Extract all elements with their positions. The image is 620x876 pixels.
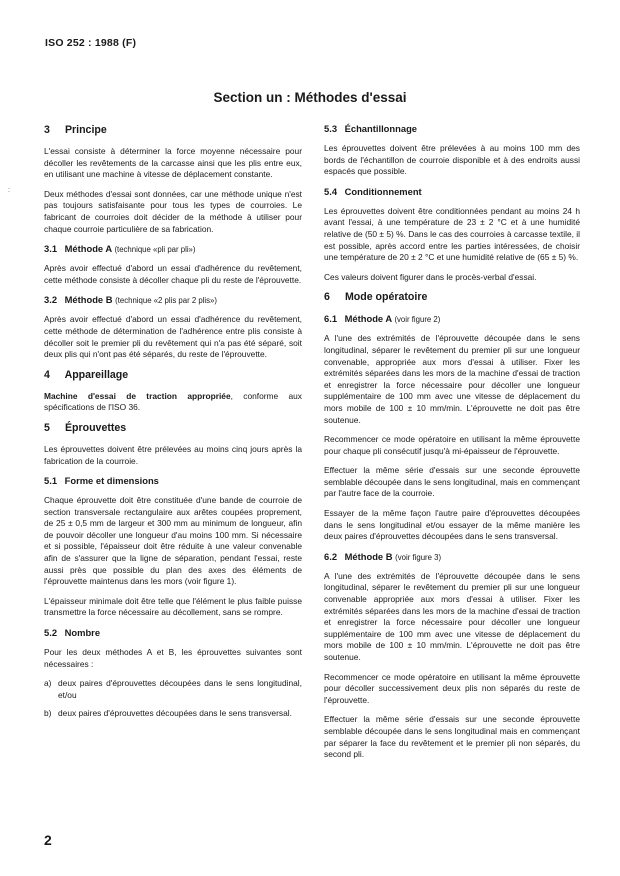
paragraph: Après avoir effectué d'abord un essai d'adhérence du revêtement, cette méthode de détermination de l'adhérence entre plis consiste à décoller soit le premier pli du revêtement qui n'a pas été séparé, soit deux plis qui n'ont pas été séparés, du reste de l'éprouvette. — [44, 314, 302, 360]
paragraph: Les éprouvettes doivent être prélevées au moins cinq jours après la fabrication de la courroie. — [44, 443, 302, 466]
paragraph: Les éprouvettes doivent être prélevées à au moins 100 mm des bords de l'échantillon de courroie disponible et à des endroits aussi espacés que possible. — [324, 143, 580, 177]
section-title: Section un : Méthodes d'essai — [213, 90, 407, 105]
heading-6-1: 6.1 Méthode A (voir figure 2) — [324, 313, 441, 325]
heading-5-4: 5.4 Conditionnement — [324, 185, 422, 197]
heading-6: 6 Mode opératoire — [324, 291, 428, 304]
page-number: 2 — [44, 832, 52, 848]
heading-5-3: 5.3 Échantillonnage — [324, 123, 418, 134]
heading-5-1: 5.1 Forme et dimensions — [44, 475, 159, 487]
paragraph: Effectuer la même série d'essais sur une seconde éprouvette semblable découpée dans le sens longitudinal, mais en commençant par l'autre face de la courroie. — [324, 465, 580, 499]
paragraph: Pour les deux méthodes A et B, les éprouvettes suivantes sont nécessaires : — [44, 647, 302, 669]
heading-3: 3 Principe — [44, 124, 107, 136]
paragraph: L'épaisseur minimale doit être telle que l'élément le plus faible puisse transmettre la force nécessaire au décollement, sans se rompre. — [44, 595, 302, 618]
margin-mark: : — [8, 187, 10, 194]
paragraph: Recommencer ce mode opératoire en utilisant la même éprouvette pour décoller successivement deux plis non séparés du reste de l'éprouvette. — [324, 671, 580, 705]
paragraph: A l'une des extrémités de l'éprouvette découpée dans le sens longitudinal, séparer le revêtement du premier pli sur une longueur convenable, appropriée aux mors d'essai à utiliser. Fixer les extrémités séparées dans les mors de la machine d'essai de traction et enregistrer la force nécessaire pour décoller une longueur supplémentaire de 100 mm avec une vitesse de déplacement du mors mobile de 100 ± 10 mm/min. L'éprouvette ne doit pas être soutenue. — [324, 333, 580, 425]
list-item: b) deux paires d'éprouvettes découpées dans le sens transversal. — [44, 708, 292, 719]
heading-6-2: 6.2 Méthode B (voir figure 3) — [324, 550, 442, 562]
right-column — [324, 120, 580, 769]
paragraph: A l'une des extrémités de l'éprouvette découpée dans le sens longitudinal, séparer le revêtement du premier pli sur une longueur convenable appropriée aux mors d'essai à utiliser. Fixer les extrémités séparées dans les mors de la machine d'essai de traction et enregistrer la force nécessaire pour décoller une longueur supplémentaire de 100 mm avec une vitesse de déplacement du mors mobile de 100 ± 10 mm/min. L'éprouvette ne doit pas être soutenue. — [324, 570, 580, 662]
paragraph: Deux méthodes d'essai sont données, car une méthode unique n'est pas toujours satisfaisante pour tous les types de courroies. Le fabricant de courroies doit décider de la méthode à utiliser pour chaque courroie particulière de sa fabrication. — [44, 188, 302, 234]
paragraph: Machine d'essai de traction appropriée, conforme aux spécifications de l'ISO 36. — [44, 390, 302, 413]
left-column — [44, 120, 302, 727]
paragraph: Essayer de la même façon l'autre paire d'éprouvettes découpées dans le sens longitudinal et/ou essayer de la même manière les deux paires d'éprouvettes découpées dans le sens transversal. — [324, 508, 580, 542]
paragraph: Effectuer la même série d'essais sur une seconde éprouvette semblable découpée dans le sens longitudinal mais en commençant par séparer la face du revêtement et le premier pli non séparés, du second pli. — [324, 714, 580, 760]
heading-4: 4 Appareillage — [44, 368, 129, 381]
paragraph: Ces valeurs doivent figurer dans le procès-verbal d'essai. — [324, 271, 537, 282]
heading-3-2: 3.2 Méthode B (technique «2 plis par 2 plis») — [44, 294, 217, 306]
paragraph: Les éprouvettes doivent être conditionnées pendant au moins 24 h avant l'essai, à une température de 23 ± 2 °C et à une humidité relative de (50 ± 5) %. Dans le cas des courroies à carcasse textile, il est possible, après accord entre les parties intéressées, de choisir une température de 20 ± 2 °C et une humidité relative de (65 ± 5) %. — [324, 205, 580, 263]
paragraph: Recommencer ce mode opératoire en utilisant la même éprouvette pour chaque pli consécutif jusqu'à mi-épaisseur de l'éprouvette. — [324, 434, 580, 456]
paragraph: Chaque éprouvette doit être constituée d'une bande de courroie de section transversale rectangulaire aux arêtes coupées proprement, de 25 ± 0,5 mm de largeur et 300 mm au minimum de longueur, afin de pouvoir décoller une longueur d'au moins 100 mm. Si nécessaire et si possible, l'épaisseur doit être réduite à une valeur convenable afin de s'assurer que la ligne de séparation, pendant l'essai, reste aussi près que possible du plan des axes des éléments de l'éprouvette maintenus dans les mors (voir figure 1). — [44, 495, 302, 587]
document-header: ISO 252 : 1988 (F) — [45, 37, 137, 49]
heading-5-2: 5.2 Nombre — [44, 627, 101, 639]
paragraph: Après avoir effectué d'abord un essai d'adhérence du revêtement, cette méthode consiste à décoller chaque pli du reste de l'éprouvette. — [44, 263, 302, 285]
paragraph: L'essai consiste à déterminer la force moyenne nécessaire pour décoller les revêtements de la carcasse ainsi que les plis entre eux, en utilisant une machine à vitesse de déplacement constante. — [44, 146, 302, 180]
list-item: a) deux paires d'éprouvettes découpées dans le sens longitudinal, et/ou — [44, 678, 302, 700]
heading-5: 5 Éprouvettes — [44, 421, 127, 434]
heading-3-1: 3.1 Méthode A (technique «pli par pli») — [44, 243, 196, 255]
